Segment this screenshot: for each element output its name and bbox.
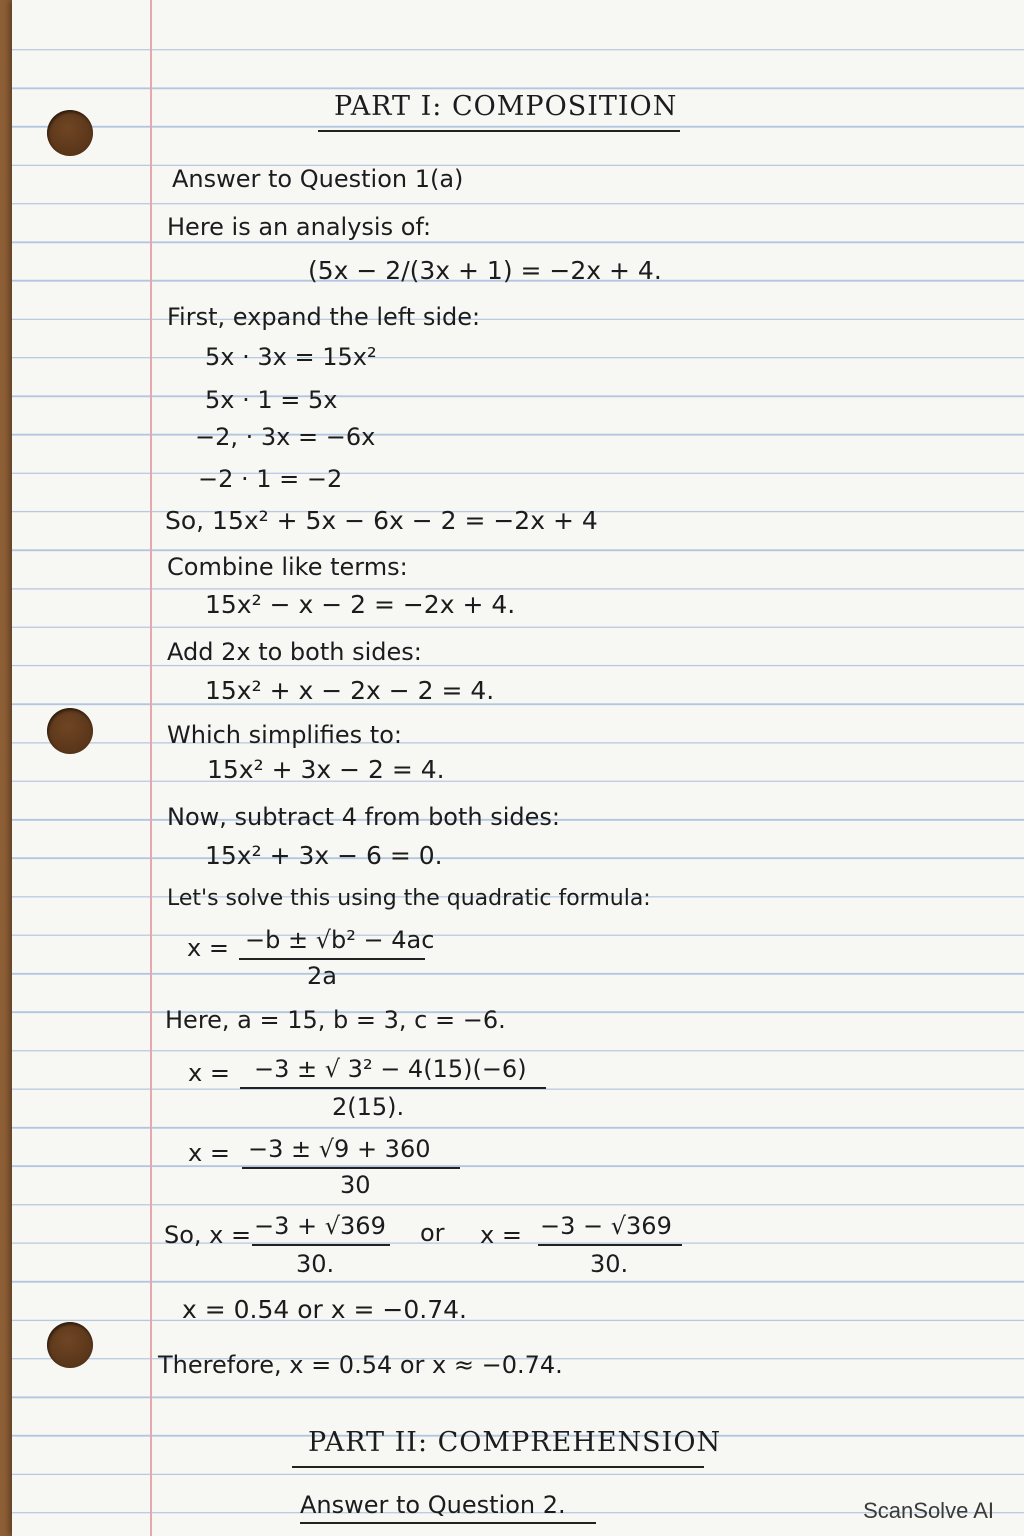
quadratic-label: Let's solve this using the quadratic formula: [167, 886, 651, 911]
part2-title-underline [292, 1466, 704, 1468]
punch-hole-bottom [47, 1322, 93, 1368]
add-label: Add 2x to both sides: [167, 638, 422, 666]
notebook-page [12, 0, 1024, 1536]
formula-numerator: −b ± √b² − 4ac [245, 926, 435, 954]
answer-heading-2: Answer to Question 2. [300, 1491, 566, 1519]
subtract-label: Now, subtract 4 from both sides: [167, 803, 560, 831]
answer-heading-1a: Answer to Question 1(a) [172, 165, 464, 193]
part1-title: PART I: COMPOSITION [334, 91, 678, 122]
sub1-numerator: −3 ± √ 3² − 4(15)(−6) [254, 1055, 527, 1083]
fraction-bar [242, 1167, 460, 1169]
simplify-equation: 15x² + 3x − 2 = 4. [207, 755, 445, 784]
substitution-step-2 [188, 1135, 488, 1200]
fraction-bar [239, 958, 425, 960]
coefficients-line: Here, a = 15, b = 3, c = −6. [165, 1006, 506, 1034]
punch-hole-middle [47, 708, 93, 754]
combine-equation: 15x² − x − 2 = −2x + 4. [205, 590, 516, 619]
solution-minus [538, 1212, 698, 1282]
expand-step: 5x · 3x = 15x² [205, 343, 377, 371]
solution-minus-lhs: x = [480, 1221, 522, 1249]
fraction-bar [538, 1244, 682, 1246]
therefore-line: Therefore, x = 0.54 or x ≈ −0.74. [158, 1351, 563, 1379]
solution-plus-numerator: −3 + √369 [254, 1212, 386, 1240]
substitution-step-1 [188, 1055, 568, 1125]
part2-title: PART II: COMPREHENSION [308, 1427, 722, 1458]
combine-label: Combine like terms: [167, 553, 408, 581]
decimal-solutions: x = 0.54 or x = −0.74. [182, 1295, 467, 1324]
expand-step: −2, · 3x = −6x [195, 423, 376, 451]
sub2-denominator: 30 [340, 1171, 371, 1199]
solution-plus-denominator: 30. [296, 1250, 335, 1278]
solution-minus-denominator: 30. [590, 1250, 629, 1278]
expand-step: 5x · 1 = 5x [205, 386, 338, 414]
add-equation: 15x² + x − 2x − 2 = 4. [205, 676, 495, 705]
quadratic-formula [187, 926, 447, 996]
formula-denominator: 2a [307, 962, 337, 990]
sub2-lhs: x = [188, 1139, 230, 1167]
sub1-lhs: x = [188, 1059, 230, 1087]
scansolve-watermark: ScanSolve AI [863, 1498, 994, 1523]
fraction-bar [252, 1244, 390, 1246]
solution-plus [252, 1212, 402, 1282]
expand-step: −2 · 1 = −2 [198, 465, 343, 493]
intro-text: Here is an analysis of: [167, 213, 432, 241]
margin-line [150, 0, 152, 1536]
simplify-label: Which simplifies to: [167, 721, 402, 749]
so-prefix: So, x = [164, 1221, 252, 1249]
part1-title-underline [318, 130, 680, 132]
solution-minus-numerator: −3 − √369 [540, 1212, 672, 1240]
subtract-equation: 15x² + 3x − 6 = 0. [205, 841, 443, 870]
answer-heading-2-underline [300, 1522, 596, 1524]
punch-hole-top [47, 110, 93, 156]
given-equation: (5x − 2/(3x + 1) = −2x + 4. [308, 256, 662, 285]
formula-lhs: x = [187, 934, 229, 962]
sub1-denominator: 2(15). [332, 1093, 405, 1121]
so-line: So, 15x² + 5x − 6x − 2 = −2x + 4 [165, 506, 598, 535]
sub2-numerator: −3 ± √9 + 360 [248, 1135, 431, 1163]
fraction-bar [240, 1087, 546, 1089]
or-word: or [420, 1219, 445, 1247]
expand-label: First, expand the left side: [167, 303, 481, 331]
